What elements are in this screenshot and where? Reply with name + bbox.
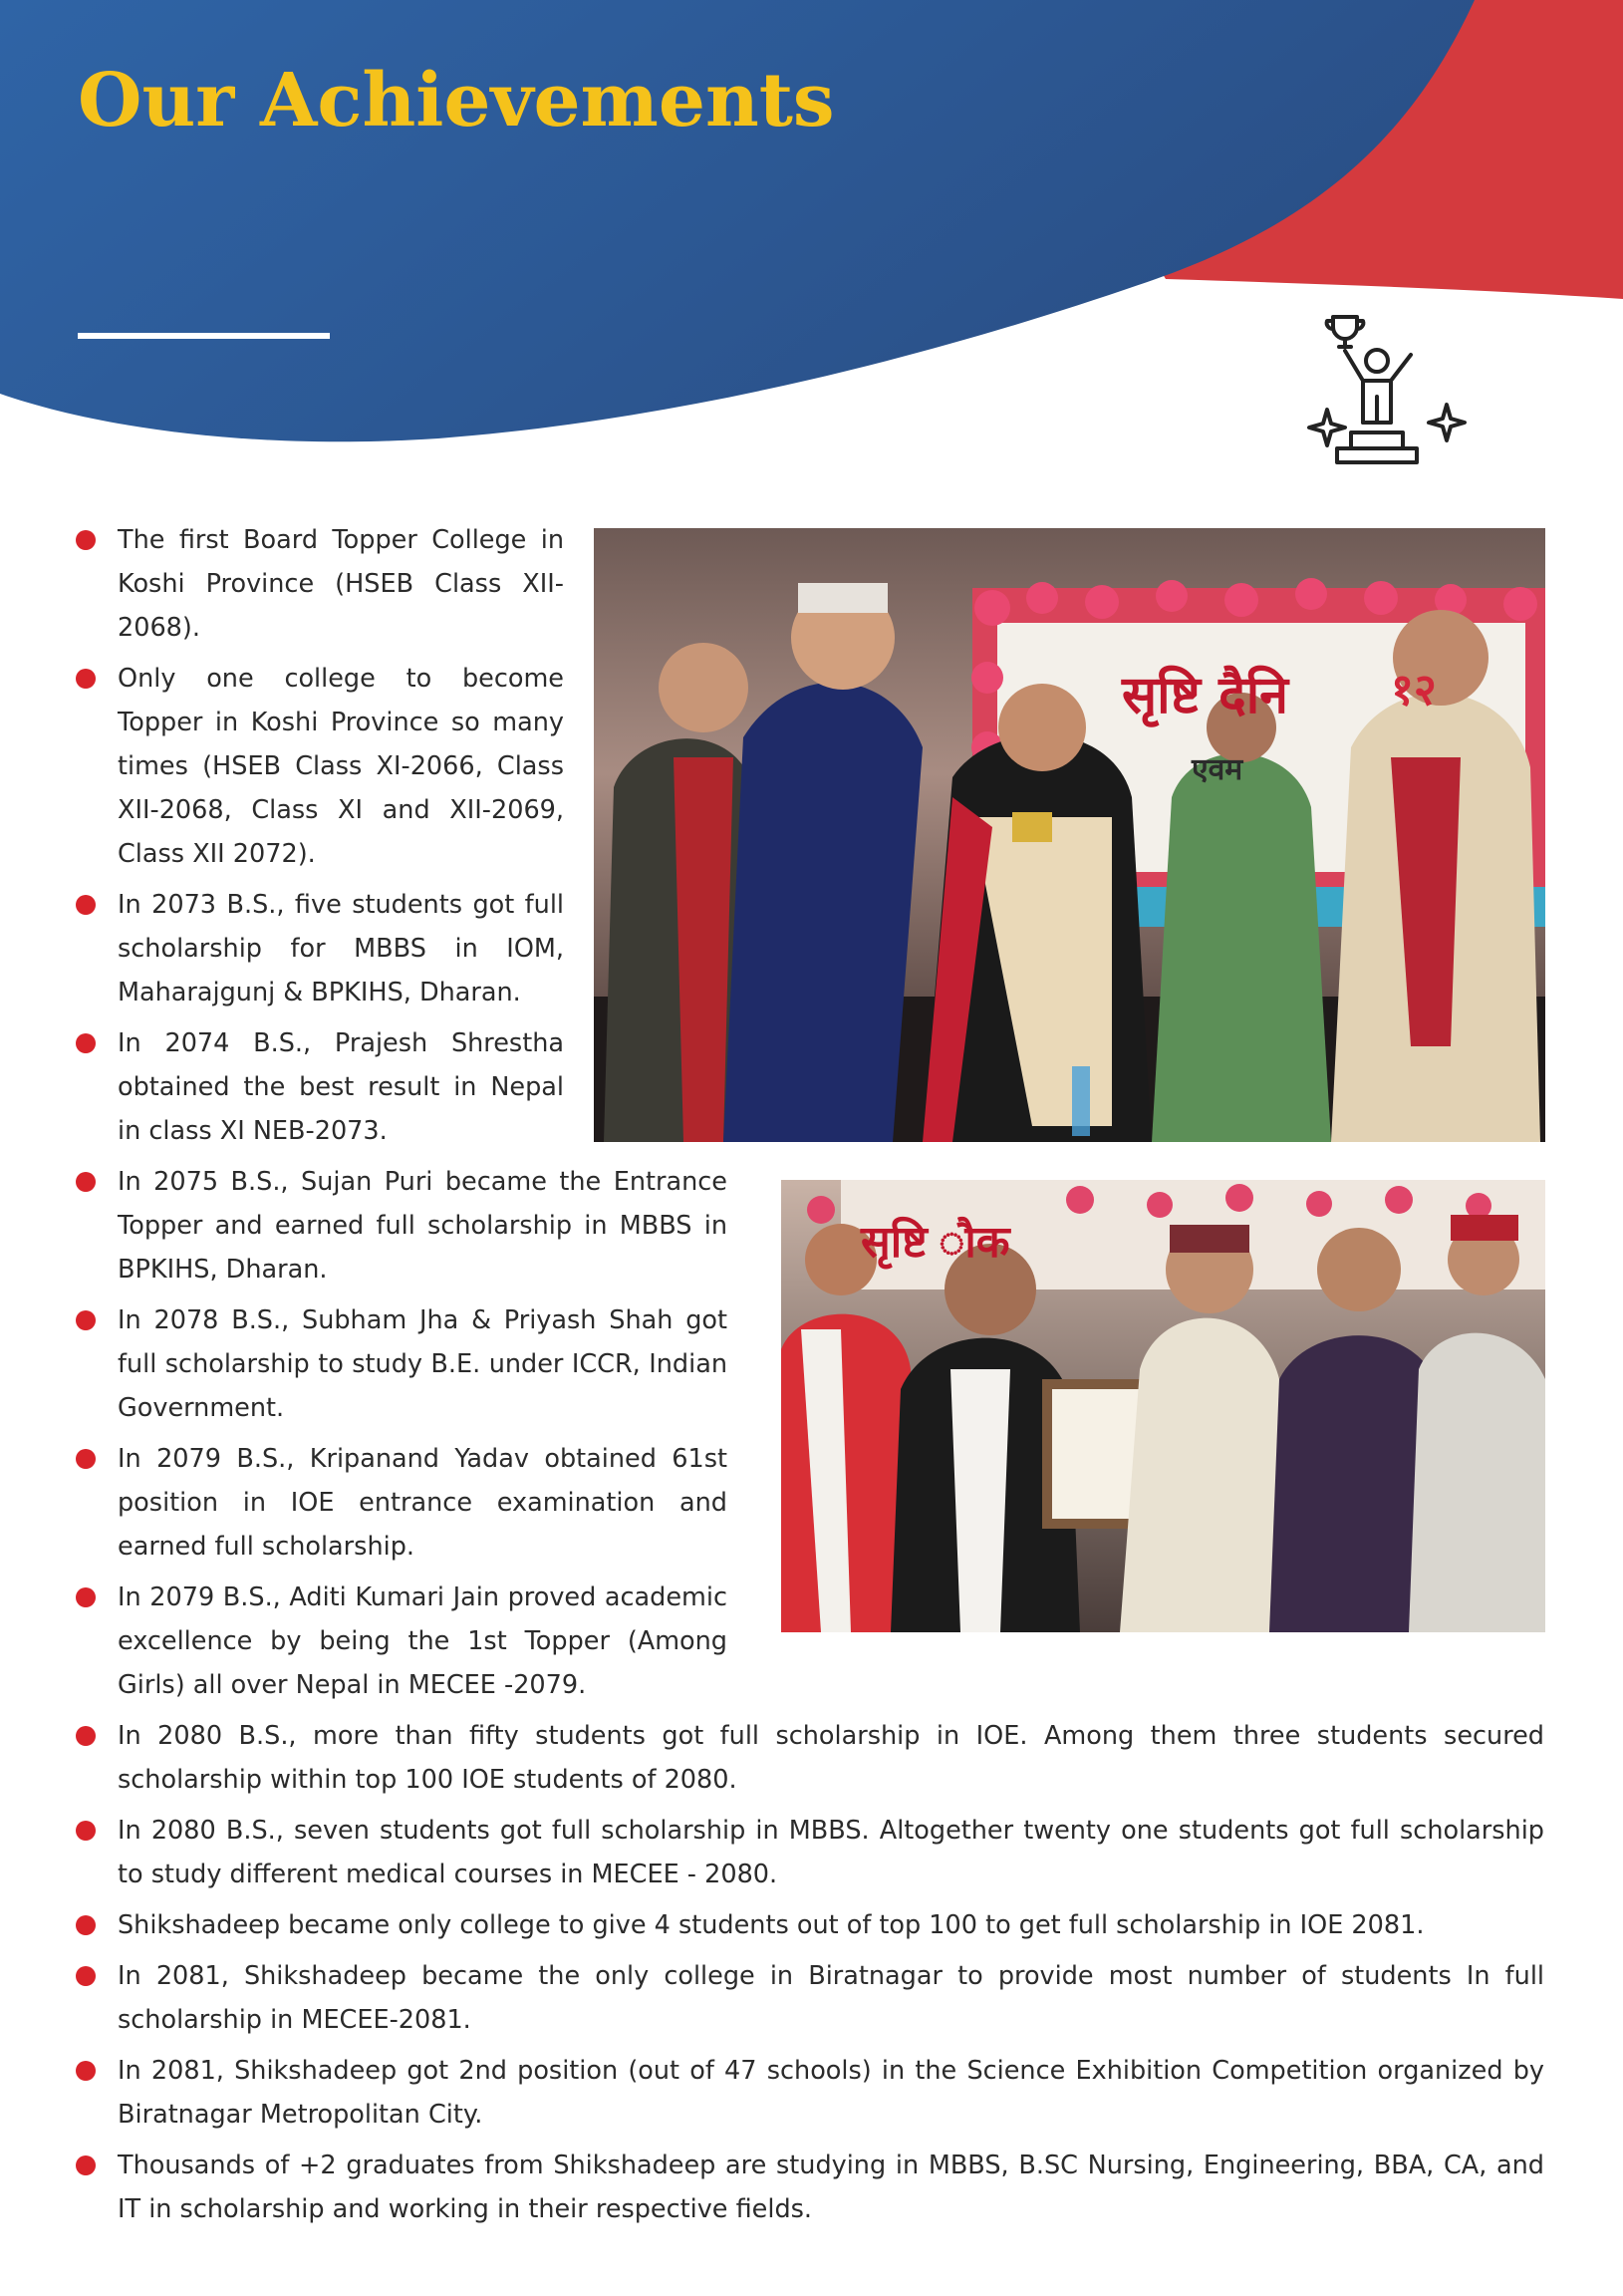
list-item: In 2073 B.S., five students got full scholarship for MBBS in IOM, Maharajgunj & BPKIHS, Dharan. [76, 883, 564, 1014]
bullet-icon [76, 1915, 96, 1935]
bullet-icon [76, 1726, 96, 1746]
bullet-icon [76, 1033, 96, 1053]
bullet-icon [76, 895, 96, 915]
bullet-icon [76, 2061, 96, 2081]
photo-1-banner-number: १२ [1391, 665, 1437, 716]
achievements-list-part-1 [76, 518, 564, 1153]
photo-2-banner-text: सृष्टि ौक [861, 1217, 1010, 1268]
bullet-icon [76, 1310, 96, 1330]
title-underline [78, 333, 330, 339]
bullet-icon [76, 530, 96, 550]
page-title: Our Achievements [78, 58, 835, 144]
photo-1-banner-sub: एवम [1192, 752, 1243, 787]
award-ceremony-photo-1 [594, 528, 1545, 1142]
list-item: Shikshadeep became only college to give 4 students out of top 100 to get full scholarship in IOE 2081. [76, 1903, 1544, 1947]
achievements-list-part-2 [76, 1160, 727, 1707]
list-item: Thousands of +2 graduates from Shikshadeep are studying in MBBS, B.SC Nursing, Engineering, BBA, CA, and IT in scholarship and working in their respective fields. [76, 2144, 1544, 2231]
list-item: In 2078 B.S., Subham Jha & Priyash Shah got full scholarship to study B.E. under ICCR, Indian Government. [76, 1298, 727, 1430]
bullet-icon [76, 2155, 96, 2175]
list-item: Only one college to become Topper in Koshi Province so many times (HSEB Class XI-2066, Class XII-2068, Class XI and XII-2069, Class XII 2072). [76, 657, 564, 876]
bullet-icon [76, 1966, 96, 1986]
list-item: In 2079 B.S., Aditi Kumari Jain proved academic excellence by being the 1st Topper (Among Girls) all over Nepal in MECEE -2079. [76, 1576, 727, 1707]
bullet-icon [76, 1587, 96, 1607]
list-item: In 2074 B.S., Prajesh Shrestha obtained the best result in Nepal in class XI NEB-2073. [76, 1021, 564, 1153]
list-item: The first Board Topper College in Koshi Province (HSEB Class XII-2068). [76, 518, 564, 650]
trophy-achievement-icon [1307, 315, 1471, 490]
award-ceremony-photo-2 [781, 1180, 1545, 1632]
list-item: In 2081, Shikshadeep got 2nd position (out of 47 schools) in the Science Exhibition Competition organized by Biratnagar Metropolitan City. [76, 2049, 1544, 2137]
bullet-icon [76, 1172, 96, 1192]
list-item: In 2075 B.S., Sujan Puri became the Entrance Topper and earned full scholarship in MBBS in BPKIHS, Dharan. [76, 1160, 727, 1292]
list-item: In 2080 B.S., seven students got full scholarship in MBBS. Altogether twenty one students got full scholarship to study different medical courses in MECEE - 2080. [76, 1809, 1544, 1896]
photo-1-banner-text: सृष्टि दैनि [1122, 665, 1289, 725]
bullet-icon [76, 1821, 96, 1841]
achievements-list-part-3 [76, 1714, 1544, 2231]
list-item: In 2079 B.S., Kripanand Yadav obtained 61st position in IOE entrance examination and earned full scholarship. [76, 1437, 727, 1569]
list-item: In 2081, Shikshadeep became the only college in Biratnagar to provide most number of students In full scholarship in MECEE-2081. [76, 1954, 1544, 2042]
bullet-icon [76, 669, 96, 689]
list-item: In 2080 B.S., more than fifty students got full scholarship in IOE. Among them three students secured scholarship within top 100 IOE students of 2080. [76, 1714, 1544, 1802]
bullet-icon [76, 1449, 96, 1469]
